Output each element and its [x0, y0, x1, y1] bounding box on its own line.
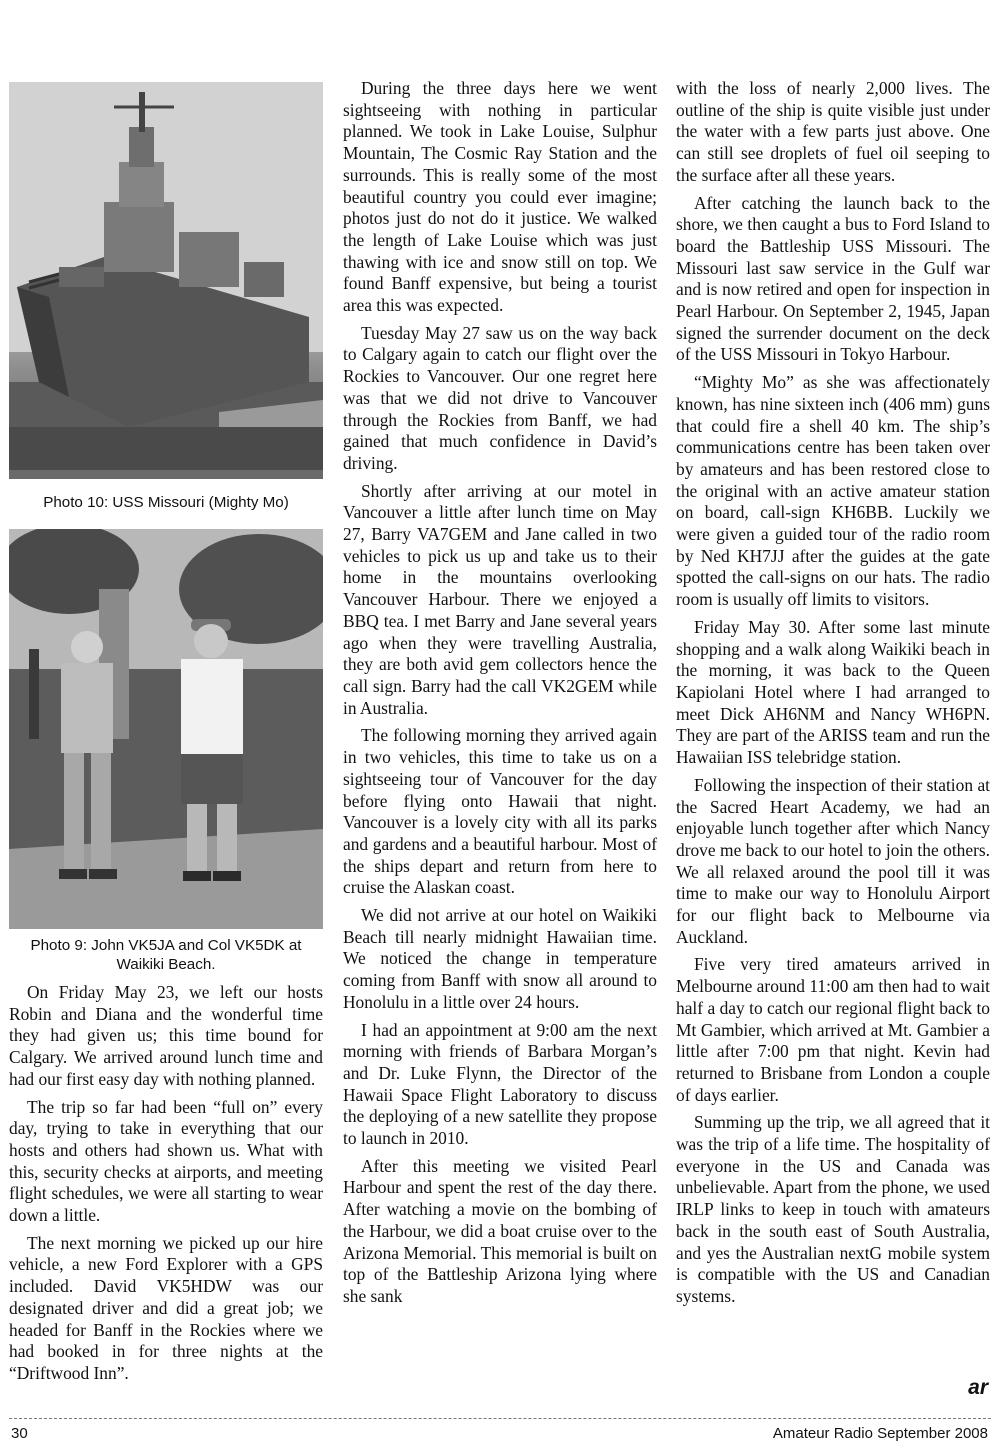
paragraph: Tuesday May 27 saw us on the way back to Calgary again to catch our flight over the Rockies to Vancouver. Our one regret here was that we did not drive to Vancouver through the Rockies from Banff, we had gained that much confidence in David’s driving. — [343, 322, 657, 473]
paragraph-continued: with the loss of nearly 2,000 lives. The outline of the ship is quite visible just under the water with a few parts just above. One can still see droplets of fuel oil seeping to the surface after all these years. — [676, 78, 990, 185]
article-end-mark: ar — [968, 1376, 988, 1399]
paragraph: Summing up the trip, we all agreed that it was the trip of a life time. The hospitality of everyone in the US and Canada was unbelievable. Apart from the phone, we used IRLP links to keep in touch with amateurs back in the south east of South Australia, and yes the Australian nextG mobile system is compatible with the US and Canadian systems. — [676, 1112, 990, 1306]
photo9-caption — [9, 936, 323, 974]
paragraph: The following morning they arrived again in two vehicles, this time to take us on a sightseeing tour of Vancouver for the day before flying onto Hawaii that night. Vancouver is a lovely city with all its parks and gardens and a beautiful harbour. Most of the ships depart and return from here to cruise the Alaskan coast. — [343, 725, 657, 898]
footer-divider — [9, 1418, 991, 1419]
two-men-illustration — [9, 529, 323, 929]
photo-uss-missouri — [9, 82, 323, 479]
uss-missouri-illustration — [9, 82, 323, 479]
paragraph: Shortly after arriving at our motel in Vancouver a little after lunch time on May 27, Barry VA7GEM and Jane called in two vehicles to pick us up and take us to their home in the mountains overlooking Vancouver Harbour. There we enjoyed a BBQ tea. I met Barry and Jane several years ago when they were travelling Australia, they are both avid gem collectors hence the call sign. Barry had the call VK2GEM while in Australia. — [343, 480, 657, 718]
paragraph: We did not arrive at our hotel on Waikiki Beach till nearly midnight Hawaiian time. We noticed the change in temperature coming from Banff with snow all around to Honolulu in a little over 24 hours. — [343, 905, 657, 1012]
page-number: 30 — [11, 1425, 28, 1442]
paragraph: Five very tired amateurs arrived in Melbourne around 11:00 am then had to wait half a day to catch our regional flight back to Mt Gambier, which arrived at Mt. Gambier a little after 7:00 pm that night. Kevin had returned to Brisbane from London a couple of days earlier. — [676, 954, 990, 1105]
photo9-caption-line1: Photo 9: John VK5JA and Col VK5DK at — [30, 937, 302, 954]
paragraph: Friday May 30. After some last minute shopping and a walk along Waikiki beach in the morning, it was back to the Queen Kapiolani Hotel where I had arranged to meet Dick AH6NM and Nancy WH6PN. They are part of the ARISS team and run the Hawaiian ISS telebridge station. — [676, 616, 990, 768]
paragraph: “Mighty Mo” as she was affectionately known, has nine sixteen inch (406 mm) guns that could fire a shell 40 km. The ship’s communications centre has been taken over by amateurs and has been restored close to the original with an active amateur station on board, call-sign KH6BB. Luckily we were given a guided tour of the radio room by Ned KH7JJ after the guides at the gate spotted the call-signs on our hats. The radio room is usually off limits to visitors. — [676, 372, 990, 610]
paragraph: During the three days here we went sightseeing with nothing in particular planned. We took in Lake Louise, Sulphur Mountain, The Cosmic Ray Station and the surrounds. This is really some of the most beautiful country you could ever imagine; photos just do not do it justice. We walked the length of Lake Louise which was just thawing with ice and snow still on top. We found Banff expensive, but being a tourist area this was expected. — [343, 78, 657, 316]
photo-john-and-col-waikiki — [9, 529, 323, 929]
paragraph: I had an appointment at 9:00 am the next morning with friends of Barbara Morgan’s and Dr. Luke Flynn, the Director of the Hawaii Space Flight Laboratory to discuss the deploying of a new satellite they propose to launch in 2010. — [343, 1019, 657, 1149]
photo10-caption: Photo 10: USS Missouri (Mighty Mo) — [43, 494, 289, 511]
paragraph: After catching the launch back to the shore, we then caught a bus to Ford Island to board the Battleship USS Missouri. The Missouri last saw service in the Gulf war and is now retired and open for inspection in Pearl Harbour. On September 2, 1945, Japan signed the surrender document on the deck of the USS Missouri in Tokyo Harbour. — [676, 192, 990, 365]
article-column-2 — [343, 78, 657, 1314]
article-column-1 — [9, 982, 323, 1391]
paragraph: The next morning we picked up our hire vehicle, a new Ford Explorer with a GPS included. David VK5HDW was our designated driver and did a great job; we headed for Banff in the Rockies where we had booked in for three nights at the “Driftwood Inn”. — [9, 1232, 323, 1383]
photo9-caption-line2: Waikiki Beach. — [116, 956, 216, 973]
paragraph: Following the inspection of their station at the Sacred Heart Academy, we had an enjoyable lunch together after which Nancy drove me back to our hotel to join the others. We all relaxed around the pool till it was time to make our way to Honolulu Airport for our flight back to Melbourne via Auckland. — [676, 774, 990, 947]
article-column-3 — [676, 78, 990, 1314]
publication-title: Amateur Radio September 2008 — [772, 1425, 988, 1442]
paragraph: After this meeting we visited Pearl Harbour and spent the rest of the day there. After watching a movie on the bombing of the Harbour, we did a boat cruise over to the Arizona Memorial. This memorial is built on top of the Battleship Arizona lying where she sank — [343, 1155, 657, 1306]
paragraph: The trip so far had been “full on” every day, trying to take in everything that our hosts and others had shown us. What with this, security checks at airports, and meeting flight schedules, we were all starting to wear down a little. — [9, 1096, 323, 1226]
paragraph: On Friday May 23, we left our hosts Robin and Diana and the wonderful time they had given us; this time bound for Calgary. We arrived around lunch time and had our first easy day with nothing planned. — [9, 982, 323, 1089]
